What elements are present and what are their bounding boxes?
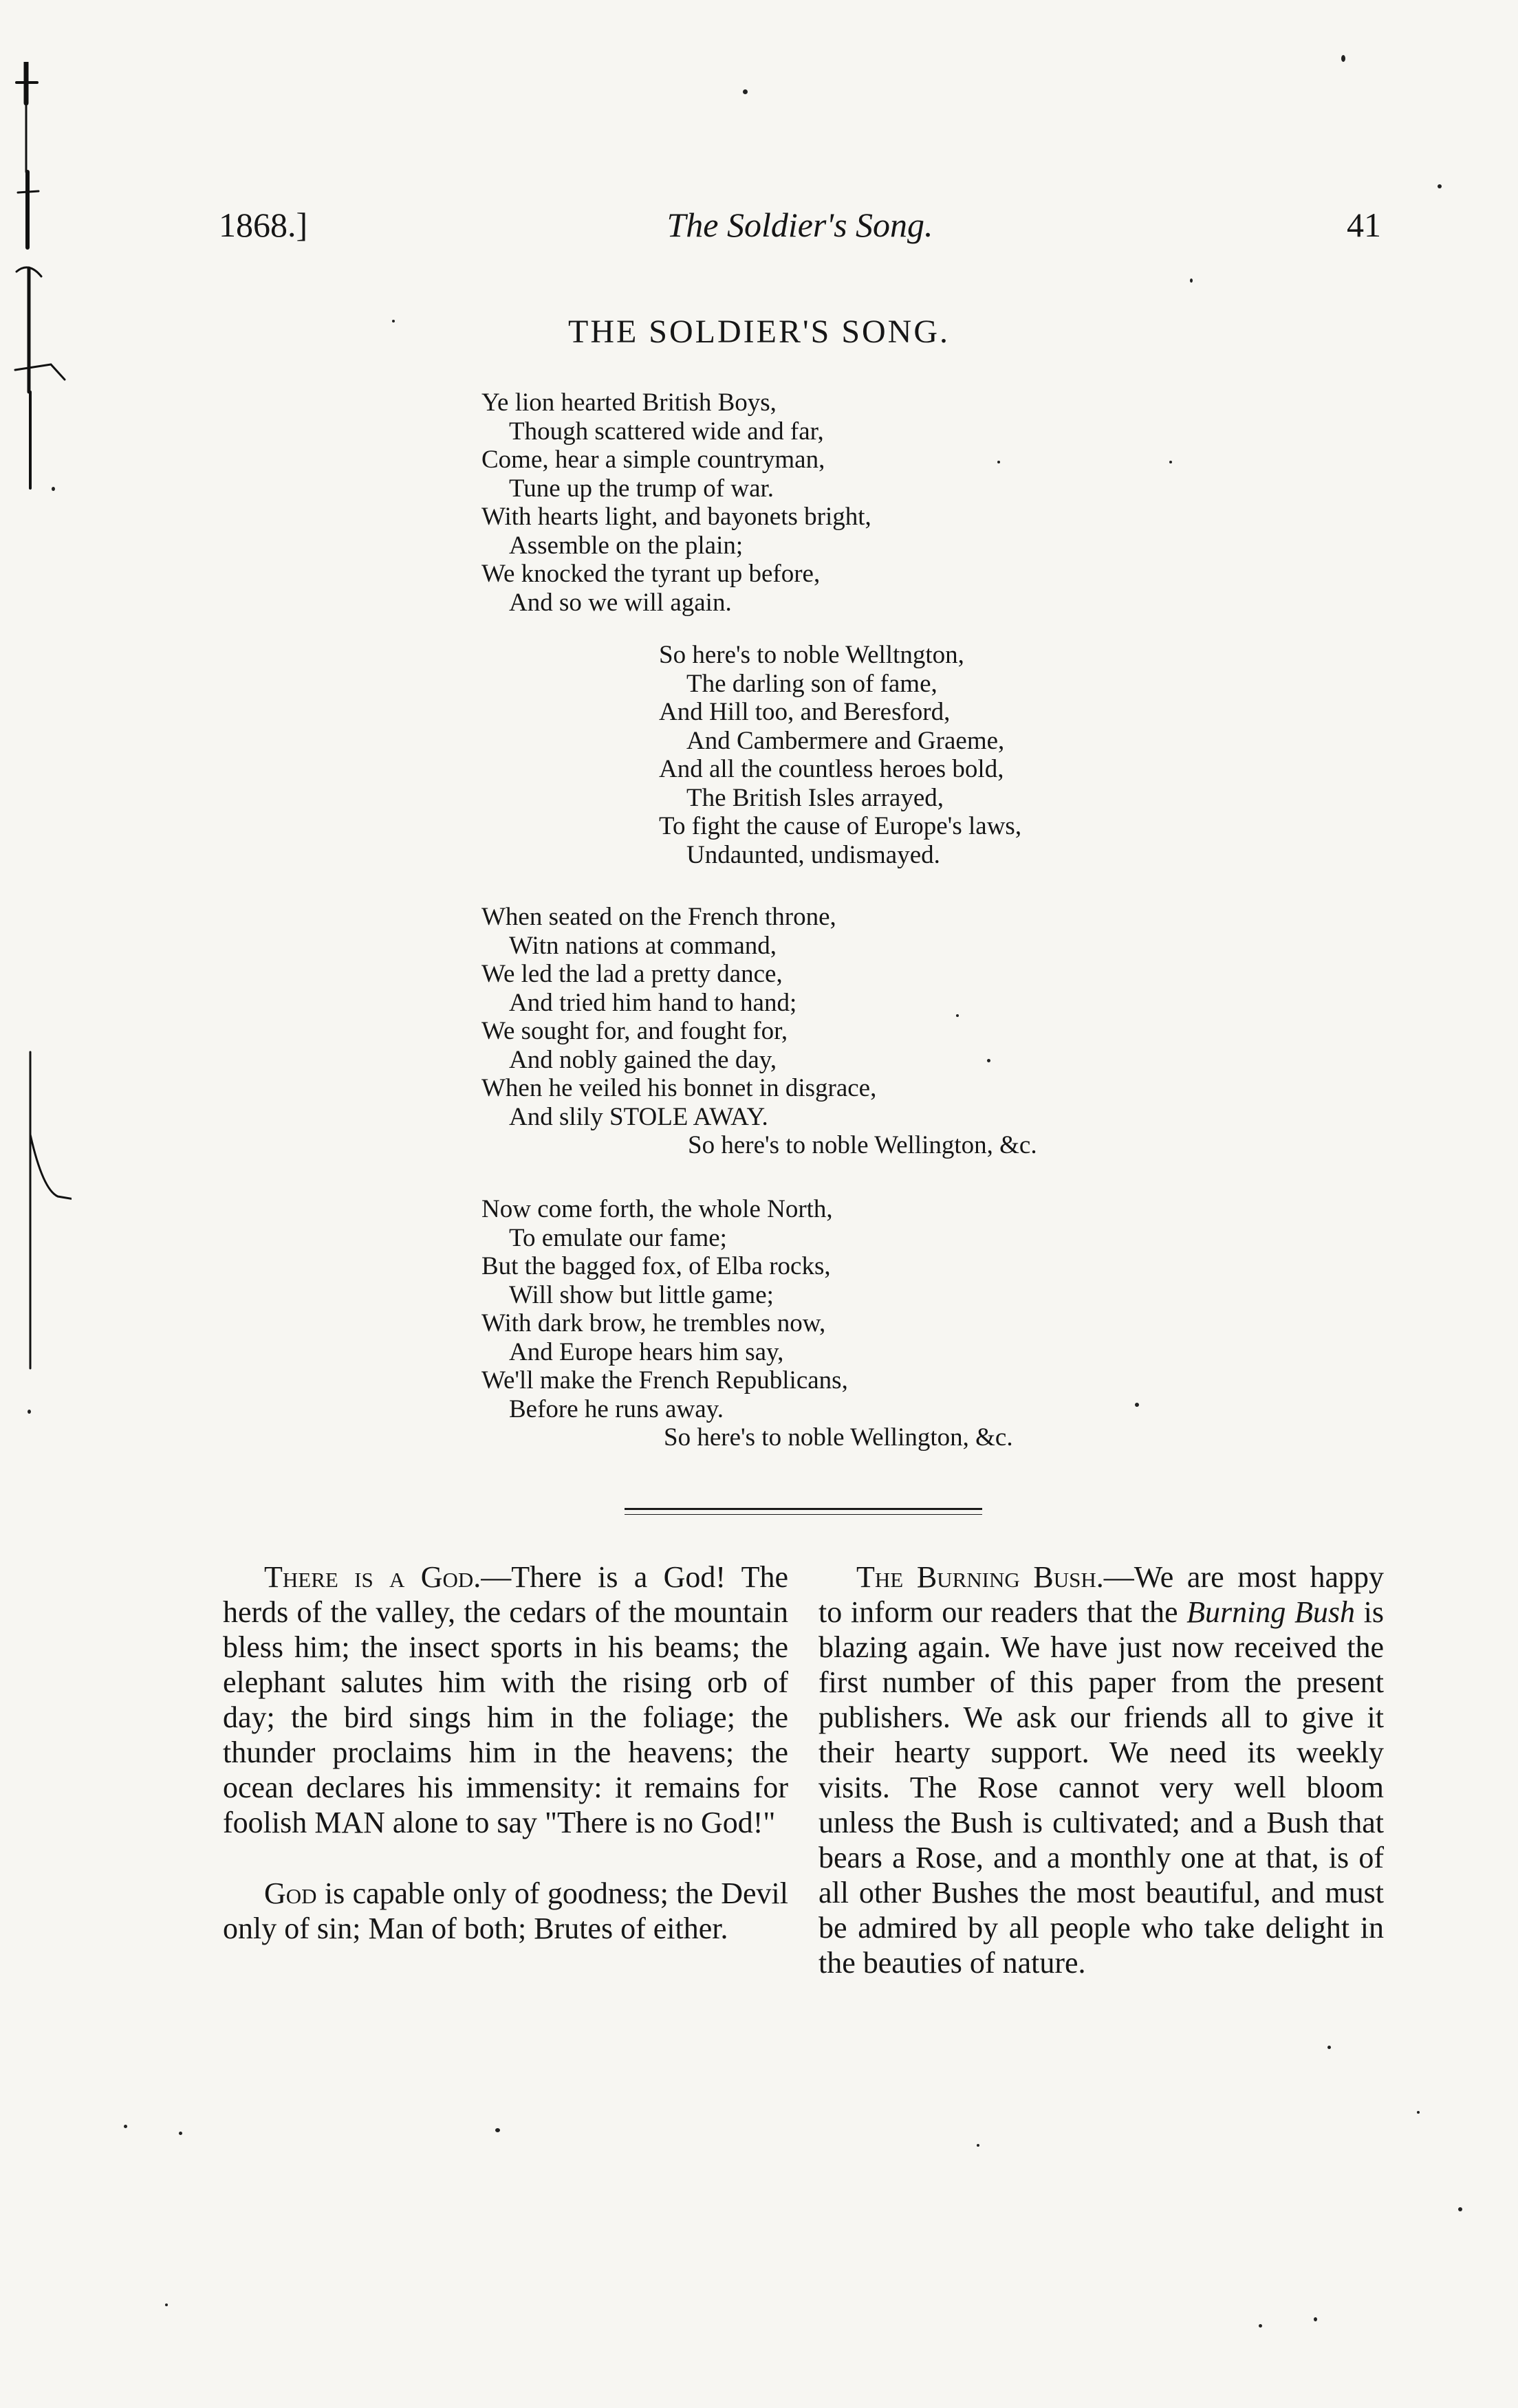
speck xyxy=(392,320,395,322)
verse-line: With hearts light, and bayonets bright, xyxy=(481,503,871,531)
verse-line: And Europe hears him say, xyxy=(509,1337,784,1366)
verse-line: To emulate our fame; xyxy=(509,1223,727,1252)
left-column xyxy=(223,1559,788,1946)
verse-line: Assemble on the plain; xyxy=(509,531,744,560)
chorus-line: So here's to noble Welltngton, xyxy=(659,641,964,669)
section-divider xyxy=(625,1508,982,1515)
paragraph-god-capable xyxy=(223,1876,788,1946)
verse-2 xyxy=(481,903,1037,1160)
song-title: THE SOLDIER'S SONG. xyxy=(568,314,950,350)
chorus-line: And Hill too, and Beresford, xyxy=(659,698,951,726)
paragraph-heading: There is a God. xyxy=(264,1560,481,1594)
speck xyxy=(1169,461,1172,463)
paragraph-italic: Burning Bush xyxy=(1186,1595,1355,1629)
speck xyxy=(743,89,748,94)
running-header xyxy=(219,205,1381,253)
verse-1 xyxy=(481,388,871,617)
verse-line: And nobly gained the day, xyxy=(509,1045,777,1074)
chorus-line: And Cambermere and Graeme, xyxy=(686,726,1005,755)
speck xyxy=(1259,2324,1262,2328)
speck xyxy=(495,2128,500,2132)
verse-line: When he veiled his bonnet in disgrace, xyxy=(481,1074,877,1102)
chorus-line: And all the countless heroes bold, xyxy=(659,755,1004,783)
chorus-line: The British Isles arrayed, xyxy=(686,783,944,812)
speck xyxy=(1327,2046,1331,2049)
speck xyxy=(1458,2207,1462,2211)
speck xyxy=(28,1410,31,1414)
page-number: 41 xyxy=(1347,206,1381,244)
verse-line: When seated on the French throne, xyxy=(481,903,836,931)
speck xyxy=(165,2303,168,2306)
speck xyxy=(1135,1403,1139,1407)
refrain-line: So here's to noble Wellington, &c. xyxy=(664,1423,1013,1452)
speck xyxy=(977,2144,979,2147)
verse-line: Though scattered wide and far, xyxy=(509,417,824,446)
paragraph-text: —There is a God! The herds of the valley, the cedars of the mountain bless him; the insect sports in his beams; the elephant salutes him with the rising orb of day; the bird sings him in the foliage; the thunder proclaims him in the heavens; the ocean declares his immensity: it remains for foolish MAN alone to say "There is no God!" xyxy=(223,1560,788,1839)
paragraph-burning-bush xyxy=(818,1559,1384,1980)
speck xyxy=(124,2125,127,2128)
header-year: 1868.] xyxy=(219,206,308,244)
verse-line: Before he runs away. xyxy=(509,1394,724,1423)
verse-line: We led the lad a pretty dance, xyxy=(481,960,783,988)
speck xyxy=(956,1014,959,1017)
verse-line: And tried him hand to hand; xyxy=(509,988,797,1017)
speck xyxy=(52,487,55,491)
speck xyxy=(1190,278,1193,283)
verse-line: And so we will again. xyxy=(509,588,732,617)
verse-line: And slily STOLE AWAY. xyxy=(509,1102,768,1131)
chorus-line: Undaunted, undismayed. xyxy=(686,840,940,869)
paragraph-heading: God xyxy=(264,1876,317,1910)
verse-line: We knocked the tyrant up before, xyxy=(481,560,821,588)
verse-line: Witn nations at command, xyxy=(509,931,777,960)
paragraph-text: is blazing again. We have just now received the first number of this paper from the present publishers. We ask our friends all to give it their hearty support. We need its weekly visits. The Rose cannot very well bloom unless the Bush is cultivated; and a Bush that bears a Rose, and a monthly one at that, is of all other Bushes the most beautiful, and must be admired by all people who take delight in the beauties of nature. xyxy=(818,1595,1384,1980)
speck xyxy=(997,461,1000,463)
speck xyxy=(1314,2317,1317,2321)
speck xyxy=(1417,2111,1420,2114)
header-title: The Soldier's Song. xyxy=(666,206,933,244)
refrain-line: So here's to noble Wellington, &c. xyxy=(688,1131,1037,1159)
speck xyxy=(179,2132,182,2135)
speck xyxy=(987,1059,990,1062)
verse-line: With dark brow, he trembles now, xyxy=(481,1309,826,1337)
verse-line: We'll make the French Republicans, xyxy=(481,1366,848,1394)
verse-line: We sought for, and fought for, xyxy=(481,1017,788,1045)
speck xyxy=(1438,184,1442,188)
verse-line: Will show but little game; xyxy=(509,1280,774,1309)
paragraph-text: —We are most happy to inform our readers that the xyxy=(818,1560,1384,1629)
right-column xyxy=(818,1559,1384,1980)
speck xyxy=(1341,55,1345,62)
binding-marks xyxy=(10,62,72,1403)
chorus-line: The darling son of fame, xyxy=(686,669,937,698)
verse-line: Ye lion hearted British Boys, xyxy=(481,388,777,417)
verse-line: Tune up the trump of war. xyxy=(509,474,774,503)
verse-line: But the bagged fox, of Elba rocks, xyxy=(481,1252,831,1280)
verse-3 xyxy=(481,1195,1013,1452)
chorus-line: To fight the cause of Europe's laws, xyxy=(659,812,1022,840)
verse-line: Come, hear a simple countryman, xyxy=(481,446,825,474)
paragraph-there-is-a-god xyxy=(223,1559,788,1840)
verse-line: Now come forth, the whole North, xyxy=(481,1195,833,1223)
paragraph-heading: The Burning Bush. xyxy=(856,1560,1104,1594)
paragraph-text: is capable only of goodness; the Devil only of sin; Man of both; Brutes of either. xyxy=(223,1876,788,1945)
chorus xyxy=(659,641,1021,869)
